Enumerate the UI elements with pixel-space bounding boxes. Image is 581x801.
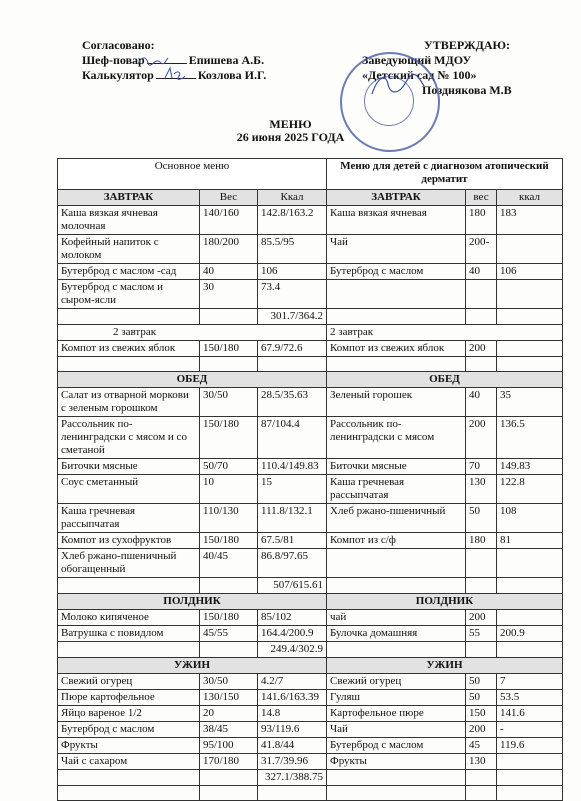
calculator-signature (162, 66, 188, 82)
weight-left: 50/70 (200, 459, 258, 475)
weight-left (200, 357, 258, 372)
kcal-right: 35 (497, 388, 563, 417)
kcal-left: 141.6/163.39 (258, 690, 327, 706)
approve-label: УТВЕРЖДАЮ: (424, 38, 511, 52)
column-header-weight-right: вес (466, 190, 497, 206)
kcal-right: 141.6 (497, 706, 563, 722)
table-row (58, 504, 563, 533)
table-row (58, 264, 563, 280)
second-breakfast-label-left: 2 завтрак (58, 325, 327, 341)
table-row (58, 357, 563, 372)
section-lunch-row (58, 372, 563, 388)
dish-left: Хлеб ржано-пшеничный обогащенный (58, 549, 200, 578)
dish-left (58, 578, 200, 594)
table-row (58, 754, 563, 770)
menu-date: 26 июня 2025 ГОДА (236, 130, 345, 144)
kcal-right: 81 (497, 533, 563, 549)
menu-titles-row (58, 159, 563, 190)
weight-left: 150/180 (200, 341, 258, 357)
weight-right: 40 (466, 388, 497, 417)
dish-left: Каша гречневая рассыпчатая (58, 504, 200, 533)
weight-right: 40 (466, 264, 497, 280)
kcal-left: 110.4/149.83 (258, 459, 327, 475)
kcal-right (497, 786, 563, 801)
dish-left: Бутерброд с маслом (58, 722, 200, 738)
dish-right (327, 770, 466, 786)
table-row (58, 706, 563, 722)
dish-right (327, 280, 466, 309)
weight-right (466, 578, 497, 594)
weight-right: 50 (466, 674, 497, 690)
section-snack-left: ПОЛДНИК (58, 594, 327, 610)
kcal-left: 507/615.61 (258, 578, 327, 594)
weight-left (200, 786, 258, 801)
dish-left: Бутерброд с маслом -сад (58, 264, 200, 280)
dish-right: Компот из свежих яблок (327, 341, 466, 357)
kcal-left: 15 (258, 475, 327, 504)
dish-right (327, 786, 466, 801)
weight-right: 130 (466, 475, 497, 504)
weight-left (200, 770, 258, 786)
dish-left: Компот из сухофруктов (58, 533, 200, 549)
kcal-right (497, 754, 563, 770)
calculator-name: Козлова И.Г. (197, 68, 267, 82)
weight-left: 20 (200, 706, 258, 722)
section-dinner-right: УЖИН (327, 658, 563, 674)
kcal-right (497, 341, 563, 357)
kcal-left: 28.5/35.63 (258, 388, 327, 417)
dish-right: Каша гречневая рассыпчатая (327, 475, 466, 504)
dish-left: Бутерброд с маслом и сыром-ясли (58, 280, 200, 309)
kcal-left: 301.7/364.2 (258, 309, 327, 325)
table-row (58, 475, 563, 504)
table-row (58, 674, 563, 690)
table-row (58, 417, 563, 459)
weight-right: 70 (466, 459, 497, 475)
dish-right (327, 642, 466, 658)
kcal-right (497, 610, 563, 626)
kindergarten-name: «Детский сад № 100» (362, 68, 477, 82)
dish-right: Рассольник по-ленинградски с мясом (327, 417, 466, 459)
kcal-left: 41.8/44 (258, 738, 327, 754)
weight-right (466, 549, 497, 578)
weight-left: 110/130 (200, 504, 258, 533)
dish-right: Бутерброд с маслом (327, 264, 466, 280)
kcal-right (497, 578, 563, 594)
weight-left: 150/180 (200, 533, 258, 549)
weight-right: 50 (466, 690, 497, 706)
table-row (58, 722, 563, 738)
kcal-left: 87/104.4 (258, 417, 327, 459)
dish-left: Соус сметанный (58, 475, 200, 504)
kcal-right: 7 (497, 674, 563, 690)
table-row (58, 626, 563, 642)
dish-left: Чай с сахаром (58, 754, 200, 770)
dish-left (58, 770, 200, 786)
dish-right: Зеленый горошек (327, 388, 466, 417)
weight-left: 40 (200, 264, 258, 280)
dish-right (327, 578, 466, 594)
kcal-left: 67.5/81 (258, 533, 327, 549)
weight-left: 130/150 (200, 690, 258, 706)
menu-title: МЕНЮ (269, 117, 312, 131)
weight-left: 45/55 (200, 626, 258, 642)
kcal-right (497, 309, 563, 325)
dish-left (58, 786, 200, 801)
kcal-right (497, 280, 563, 309)
table-row (58, 388, 563, 417)
kcal-left: 111.8/132.1 (258, 504, 327, 533)
weight-left: 38/45 (200, 722, 258, 738)
weight-right (466, 309, 497, 325)
dish-left: Свежий огурец (58, 674, 200, 690)
column-header-kcal-left: Ккал (258, 190, 327, 206)
weight-left (200, 642, 258, 658)
kcal-right (497, 642, 563, 658)
kcal-left: 327.1/388.75 (258, 770, 327, 786)
second-breakfast-label-right: 2 завтрак (327, 325, 563, 341)
table-row (58, 770, 563, 786)
kcal-right: 136.5 (497, 417, 563, 459)
chef-name: Епишева А.Б. (188, 53, 265, 67)
dish-right (327, 309, 466, 325)
weight-right: 200 (466, 341, 497, 357)
section-snack-right: ПОЛДНИК (327, 594, 563, 610)
kcal-left: 85.5/95 (258, 235, 327, 264)
dish-left: Салат из отварной моркови с зеленым горошком (58, 388, 200, 417)
weight-right: 200 (466, 722, 497, 738)
weight-right: 150 (466, 706, 497, 722)
dish-left: Молоко кипяченое (58, 610, 200, 626)
weight-left: 140/160 (200, 206, 258, 235)
dish-right: Компот из с/ф (327, 533, 466, 549)
weight-left (200, 309, 258, 325)
section-snack-row (58, 594, 563, 610)
kcal-left: 31.7/39.96 (258, 754, 327, 770)
dish-left: Компот из свежих яблок (58, 341, 200, 357)
dish-left: Пюре картофельное (58, 690, 200, 706)
dish-right: Свежий огурец (327, 674, 466, 690)
kcal-right: 106 (497, 264, 563, 280)
kcal-right: 122.8 (497, 475, 563, 504)
kcal-left: 4.2/7 (258, 674, 327, 690)
dish-left: Яйцо вареное 1/2 (58, 706, 200, 722)
dish-left: Биточки мясные (58, 459, 200, 475)
dish-right: Бутерброд с маслом (327, 738, 466, 754)
atopic-menu-title: Меню для детей с диагнозом атопический дерматит (327, 159, 563, 190)
dish-right (327, 357, 466, 372)
dish-right: Каша вязкая ячневая (327, 206, 466, 235)
kcal-right: - (497, 722, 563, 738)
kcal-right: 149.83 (497, 459, 563, 475)
weight-right: 180 (466, 206, 497, 235)
kcal-right: 119.6 (497, 738, 563, 754)
agreed-label: Согласовано: (82, 38, 155, 52)
dish-left: Ватрушка с повидлом (58, 626, 200, 642)
weight-left: 30/50 (200, 674, 258, 690)
dish-left (58, 357, 200, 372)
kcal-left: 106 (258, 264, 327, 280)
table-row (58, 786, 563, 801)
weight-left: 30/50 (200, 388, 258, 417)
weight-right (466, 280, 497, 309)
dish-right: Чай (327, 235, 466, 264)
kcal-left: 14.8 (258, 706, 327, 722)
weight-left: 30 (200, 280, 258, 309)
kcal-right: 108 (497, 504, 563, 533)
table-row (58, 533, 563, 549)
weight-left: 95/100 (200, 738, 258, 754)
kcal-right (497, 235, 563, 264)
kcal-right (497, 770, 563, 786)
dish-left: Каша вязкая ячневая молочная (58, 206, 200, 235)
kcal-right (497, 549, 563, 578)
kcal-left (258, 357, 327, 372)
column-header-kcal-right: ккал (497, 190, 563, 206)
director-name: Позднякова М.В (422, 83, 512, 97)
director-title: Заведующий МДОУ (362, 53, 472, 67)
weight-left: 170/180 (200, 754, 258, 770)
dish-left (58, 309, 200, 325)
kcal-left: 249.4/302.9 (258, 642, 327, 658)
dish-left: Рассольник по-ленинградски с мясом и со сметаной (58, 417, 200, 459)
dish-right: Чай (327, 722, 466, 738)
second-breakfast-row (58, 325, 563, 341)
weight-right: 200 (466, 610, 497, 626)
weight-left: 40/45 (200, 549, 258, 578)
column-header-right-title: ЗАВТРАК (327, 190, 466, 206)
dish-left (58, 642, 200, 658)
chef-title: Шеф-повар (82, 53, 145, 67)
table-row (58, 690, 563, 706)
weight-right: 45 (466, 738, 497, 754)
table-row (58, 610, 563, 626)
dish-right: Гуляш (327, 690, 466, 706)
main-menu-title: Основное меню (58, 159, 327, 190)
table-row (58, 280, 563, 309)
table-row (58, 459, 563, 475)
kcal-right: 200.9 (497, 626, 563, 642)
weight-right: 200 (466, 417, 497, 459)
weight-left: 150/180 (200, 610, 258, 626)
dish-right: Хлеб ржано-пшеничный (327, 504, 466, 533)
table-row (58, 738, 563, 754)
weight-right: 130 (466, 754, 497, 770)
kcal-right (497, 357, 563, 372)
weight-right (466, 357, 497, 372)
weight-right: 200- (466, 235, 497, 264)
weight-left (200, 578, 258, 594)
column-header-left-title: ЗАВТРАК (58, 190, 200, 206)
kcal-left: 86.8/97.65 (258, 549, 327, 578)
section-lunch-right: ОБЕД (327, 372, 563, 388)
weight-left: 180/200 (200, 235, 258, 264)
weight-left: 10 (200, 475, 258, 504)
section-dinner-row (58, 658, 563, 674)
kcal-left: 85/102 (258, 610, 327, 626)
table-row (58, 309, 563, 325)
kcal-left: 142.8/163.2 (258, 206, 327, 235)
dish-right: Фрукты (327, 754, 466, 770)
section-lunch-left: ОБЕД (58, 372, 327, 388)
dish-right: Булочка домашняя (327, 626, 466, 642)
dish-right: чай (327, 610, 466, 626)
weight-right (466, 786, 497, 801)
kcal-left (258, 786, 327, 801)
dish-right: Биточки мясные (327, 459, 466, 475)
dish-right (327, 549, 466, 578)
weight-right: 50 (466, 504, 497, 533)
dish-left: Кофейный напиток с молоком (58, 235, 200, 264)
table-row (58, 235, 563, 264)
weight-right (466, 770, 497, 786)
dish-right: Картофельное пюре (327, 706, 466, 722)
kcal-left: 164.4/200.9 (258, 626, 327, 642)
table-row (58, 206, 563, 235)
kcal-right: 183 (497, 206, 563, 235)
kcal-right: 53.5 (497, 690, 563, 706)
weight-right: 180 (466, 533, 497, 549)
calculator-title: Калькулятор (82, 68, 154, 82)
weight-right (466, 642, 497, 658)
kcal-left: 73.4 (258, 280, 327, 309)
table-row (58, 578, 563, 594)
weight-left: 150/180 (200, 417, 258, 459)
table-row (58, 341, 563, 357)
column-header-row (58, 190, 563, 206)
weight-right: 55 (466, 626, 497, 642)
section-dinner-left: УЖИН (58, 658, 327, 674)
table-row (58, 549, 563, 578)
director-signature (368, 70, 428, 100)
column-header-weight-left: Вес (200, 190, 258, 206)
dish-left: Фрукты (58, 738, 200, 754)
menu-table (57, 158, 563, 801)
kcal-left: 93/119.6 (258, 722, 327, 738)
table-row (58, 642, 563, 658)
kcal-left: 67.9/72.6 (258, 341, 327, 357)
